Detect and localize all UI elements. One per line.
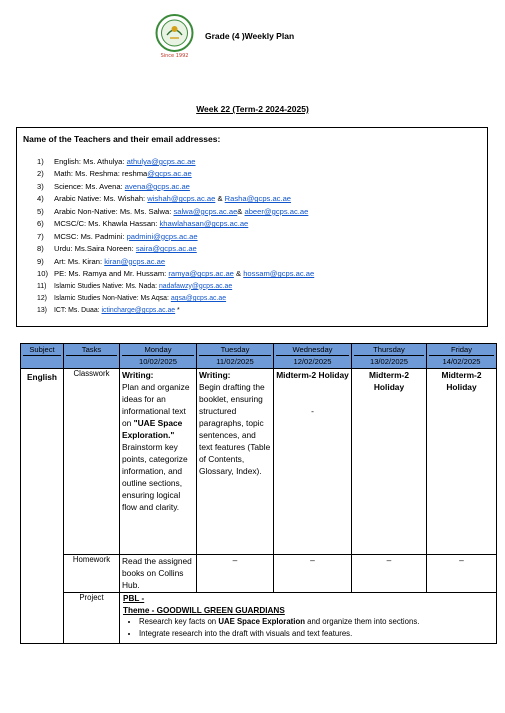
teacher-email-link[interactable]: ramya@gcps.ac.ae <box>168 269 234 279</box>
pbl-item: • Integrate research into the draft with visuals and text features. <box>139 628 494 640</box>
teacher-separator: & <box>237 206 245 216</box>
page-title: Grade (4 )Weekly Plan <box>205 31 295 41</box>
teacher-item <box>37 305 314 317</box>
project-row <box>21 593 497 644</box>
pbl-list <box>123 616 494 639</box>
teacher-item <box>37 181 314 193</box>
monday-classwork: Writing: Plan and organize ideas for an informational text on "UAE Space Exploration." Brainstorm key points, categorize information, and outline sections, ensuring logical flow and clarity. <box>120 369 197 555</box>
teacher-number: 11) <box>37 282 47 290</box>
classwork-row <box>21 369 497 555</box>
teacher-email-link[interactable]: @gcps.ac.ae <box>147 169 192 179</box>
teacher-item <box>37 206 314 218</box>
friday-classwork: Midterm-2 Holiday <box>427 369 497 555</box>
monday-header: Monday 10/02/2025 <box>120 344 197 369</box>
teacher-item <box>37 243 314 255</box>
tasks-header: Tasks <box>64 344 120 369</box>
teacher-email-link[interactable]: kiran@gcps.ac.ae <box>104 256 166 266</box>
teacher-label: Islamic Studies Native: Ms. Nada: <box>54 282 159 290</box>
subject-header: Subject <box>21 344 64 369</box>
teacher-email-link[interactable]: hossam@gcps.ac.ae <box>243 269 315 279</box>
tuesday-homework: – <box>197 555 274 593</box>
friday-homework: – <box>427 555 497 593</box>
teacher-email-link[interactable]: saira@gcps.ac.ae <box>135 244 197 254</box>
pbl-title: PBL - <box>123 594 145 603</box>
teacher-item <box>37 256 314 268</box>
teacher-number: 3) <box>37 181 44 191</box>
teacher-email-link[interactable]: avena@gcps.ac.ae <box>124 181 190 191</box>
teacher-number: 2) <box>37 169 44 179</box>
teacher-item <box>37 156 314 168</box>
teacher-number: 5) <box>37 206 44 216</box>
teacher-email-link[interactable]: nadafawzy@gcps.ac.ae <box>158 282 233 290</box>
teacher-number: 7) <box>37 231 44 241</box>
teacher-number: 1) <box>37 157 44 166</box>
teachers-box <box>16 127 488 327</box>
teacher-number: 13) <box>37 307 47 315</box>
wednesday-homework: – <box>274 555 352 593</box>
teacher-label: Arabic Native: Ms. Wishah: <box>54 194 148 204</box>
project-label: Project <box>64 593 120 644</box>
teacher-email-link[interactable]: padmini@gcps.ac.ae <box>126 231 198 241</box>
teacher-email-link[interactable]: abeer@gcps.ac.ae <box>244 206 309 216</box>
wednesday-header: Wednesday 12/02/2025 <box>274 344 352 369</box>
tuesday-header: Tuesday 11/02/2025 <box>197 344 274 369</box>
friday-header: Friday 14/02/2025 <box>427 344 497 369</box>
thursday-homework: – <box>352 555 427 593</box>
teacher-email-link[interactable]: aqsa@gcps.ac.ae <box>170 294 227 302</box>
teacher-label: MCSC/C: Ms. Khawla Hassan: <box>54 219 160 229</box>
teacher-label: Science: Ms. Avena: <box>54 181 125 191</box>
teacher-item <box>37 268 314 280</box>
teacher-number: 8) <box>37 244 44 254</box>
homework-row <box>21 555 497 593</box>
teacher-item <box>37 293 314 305</box>
subject-cell: English <box>21 369 64 644</box>
teacher-item <box>37 168 314 180</box>
teacher-number: 12) <box>37 294 47 302</box>
teacher-label: Art: Ms. Kiran: <box>54 256 105 266</box>
teacher-separator: * <box>175 307 180 315</box>
teacher-label: Urdu: Ms.Saira Noreen: <box>54 244 136 254</box>
teacher-number: 10) <box>37 269 48 279</box>
teacher-label: Math: Ms. Reshma: reshma <box>54 169 148 179</box>
weekly-plan-table <box>20 343 497 644</box>
school-logo-icon <box>153 13 196 59</box>
teacher-email-link[interactable]: athulya@gcps.ac.ae <box>126 157 196 166</box>
teacher-email-link[interactable]: khawlahasan@gcps.ac.ae <box>159 219 249 229</box>
wednesday-classwork: Midterm-2 Holiday - <box>274 369 352 555</box>
teacher-separator: & <box>233 269 244 279</box>
teacher-email-link[interactable]: ictincharge@gcps.ac.ae <box>101 307 176 315</box>
teacher-email-link[interactable]: wishah@gcps.ac.ae <box>147 194 216 204</box>
logo-caption: Since 1992 <box>160 53 189 59</box>
classwork-label: Classwork <box>64 369 120 555</box>
homework-label: Homework <box>64 555 120 593</box>
thursday-header: Thursday 13/02/2025 <box>352 344 427 369</box>
week-title: Week 22 (Term-2 2024-2025) <box>196 104 309 114</box>
teacher-label: English: Ms. Athulya: <box>54 157 127 166</box>
pbl-theme: Theme - GOODWILL GREEN GUARDIANS <box>123 605 285 615</box>
teacher-email-link[interactable]: salwa@gcps.ac.ae <box>173 206 238 216</box>
teacher-item <box>37 231 314 243</box>
pbl-item: • Research key facts on UAE Space Exploration and organize them into sections. <box>139 616 494 628</box>
teacher-label: Arabic Non-Native: Ms. Ms. Salwa: <box>54 206 174 216</box>
teacher-email-link[interactable]: Rasha@gcps.ac.ae <box>224 194 292 204</box>
monday-homework: Read the assigned books on Collins Hub. <box>120 555 197 593</box>
teacher-item <box>37 218 314 230</box>
teacher-item <box>37 281 314 293</box>
teacher-label: MCSC: Ms. Padmini: <box>54 231 127 241</box>
teacher-item <box>37 193 314 205</box>
teacher-list <box>37 156 314 318</box>
teacher-number: 6) <box>37 219 44 229</box>
teacher-label: ICT: Ms. Duaa: <box>54 307 102 315</box>
teachers-heading: Name of the Teachers and their email addresses: <box>23 134 221 144</box>
header-row <box>21 344 497 369</box>
teacher-label: Islamic Studies Non-Native: Ms Aqsa: <box>54 294 171 302</box>
thursday-classwork: Midterm-2 Holiday <box>352 369 427 555</box>
teacher-separator: & <box>215 194 225 204</box>
teacher-label: PE: Ms. Ramya and Mr. Hussam: <box>54 269 169 279</box>
teacher-number: 4) <box>37 194 44 204</box>
teacher-number: 9) <box>37 256 44 266</box>
tuesday-classwork: Writing: Begin drafting the booklet, ensuring structured paragraphs, topic sentences, and text features (Table of Contents, Glossary, Index). <box>197 369 274 555</box>
project-cell <box>120 593 497 644</box>
